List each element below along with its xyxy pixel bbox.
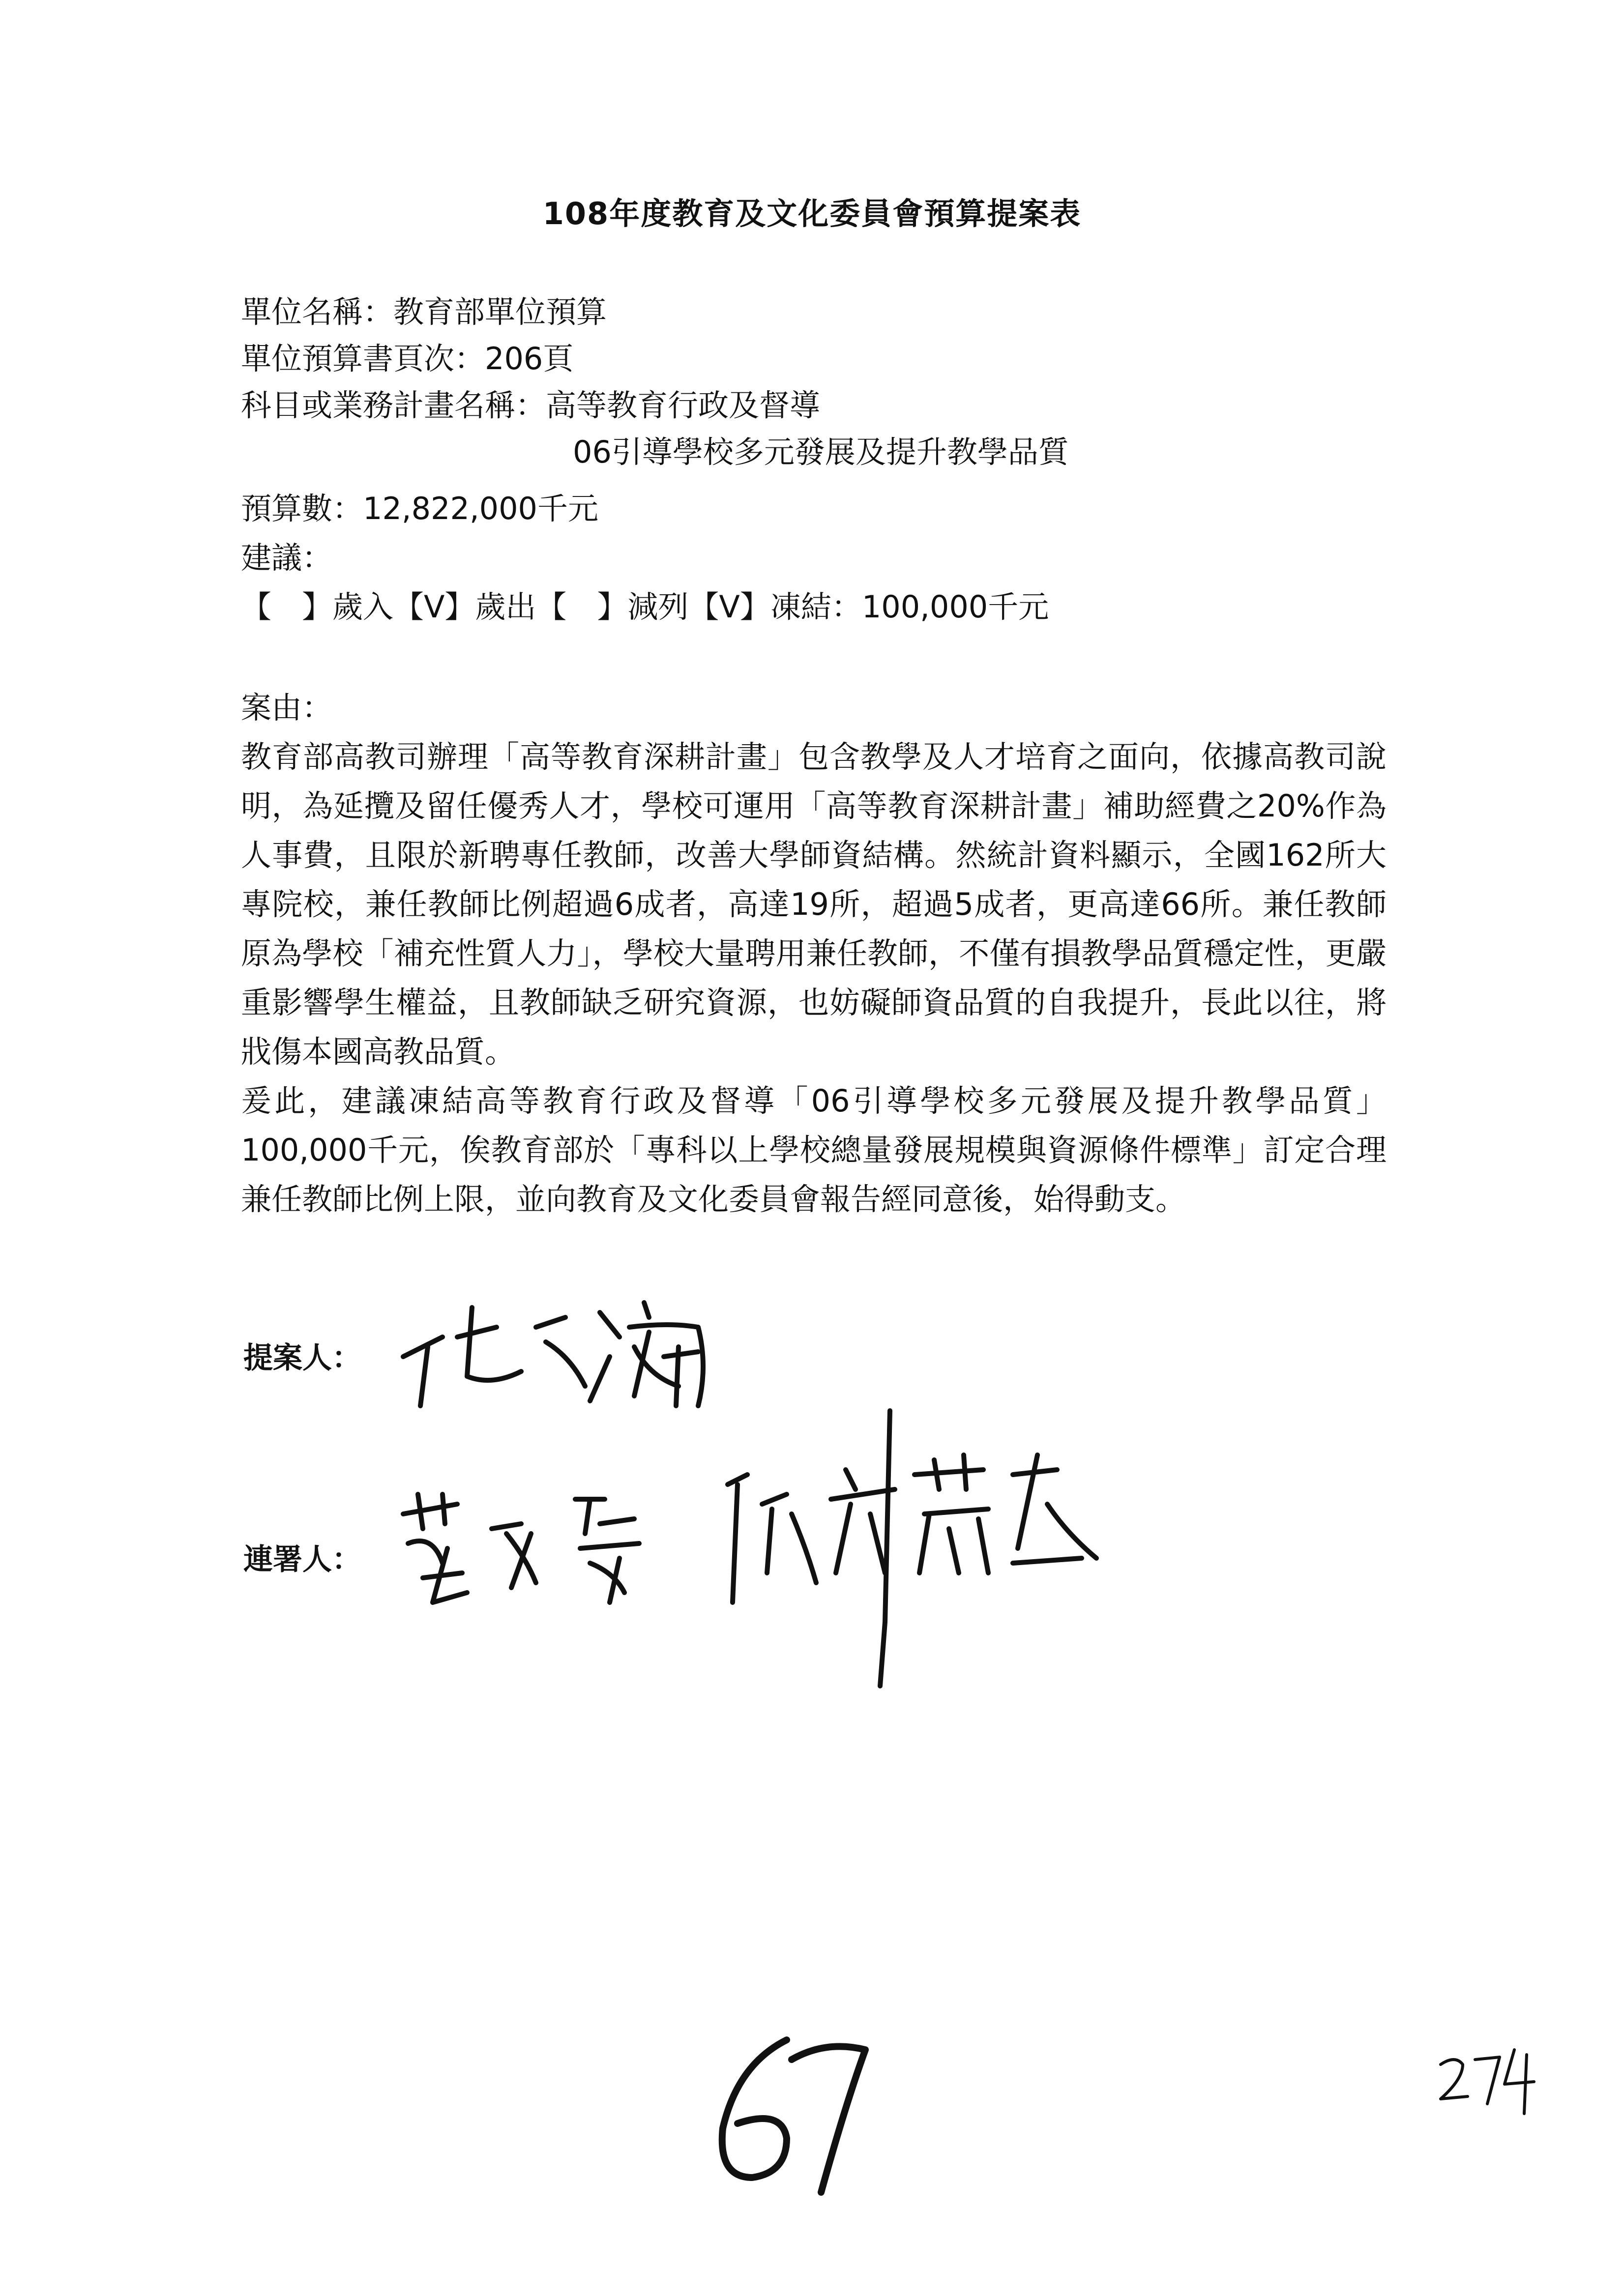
reason-paragraph: 爰此，建議凍結高等教育行政及督導「06引導學校多元發展及提升教學品質」100,000千元，俟教育部於「專科以上學校總量發展規模與資源條件標準」訂定合理兼任教師比例上限，並向教育及文化委員會報告經同意後，始得動支。 xyxy=(241,1083,1387,1217)
cosigner-signature-2 xyxy=(728,1411,1096,1686)
proposer-label: 提案人： xyxy=(243,1341,361,1375)
document-title: 108年度教育及文化委員會預算提案表 xyxy=(542,196,1082,232)
handwritten-corner-number xyxy=(1441,2050,1534,2114)
reason-body xyxy=(241,732,1387,1224)
handwritten-page-number xyxy=(722,2040,865,2192)
item-name-sub: 06引導學校多元發展及提升教學品質 xyxy=(573,434,1069,470)
reason-label: 案由： xyxy=(241,690,333,726)
budget-amount: 預算數：12,822,000千元 xyxy=(241,491,598,526)
cosigner-label: 連署人： xyxy=(243,1542,361,1577)
suggestion-options: 【 】歲入【V】歲出【 】減列【V】凍結：100,000千元 xyxy=(241,589,1049,625)
suggestion-label: 建議： xyxy=(241,540,333,576)
proposer-signature xyxy=(403,1303,703,1406)
item-name: 科目或業務計畫名稱：高等教育行政及督導 xyxy=(241,387,821,423)
budget-page: 單位預算書頁次：206頁 xyxy=(241,341,574,377)
cosigner-signature-1 xyxy=(403,1494,639,1602)
unit-name: 單位名稱：教育部單位預算 xyxy=(241,294,607,330)
reason-paragraph: 教育部高教司辦理「高等教育深耕計畫」包含教學及人才培育之面向，依據高教司說明，為延攬及留任優秀人才，學校可運用「高等教育深耕計畫」補助經費之20%作為人事費，且限於新聘專任教師，改善大學師資結構。然統計資料顯示，全國162所大專院校，兼任教師比例超過6成者，高達19所，超過5成者，更高達66所。兼任教師原為學校「補充性質人力」，學校大量聘用兼任教師，不僅有損教學品質穩定性，更嚴重影響學生權益，且教師缺乏研究資源，也妨礙師資品質的自我提升，長此以往，將戕傷本國高教品質。 xyxy=(241,739,1387,1070)
